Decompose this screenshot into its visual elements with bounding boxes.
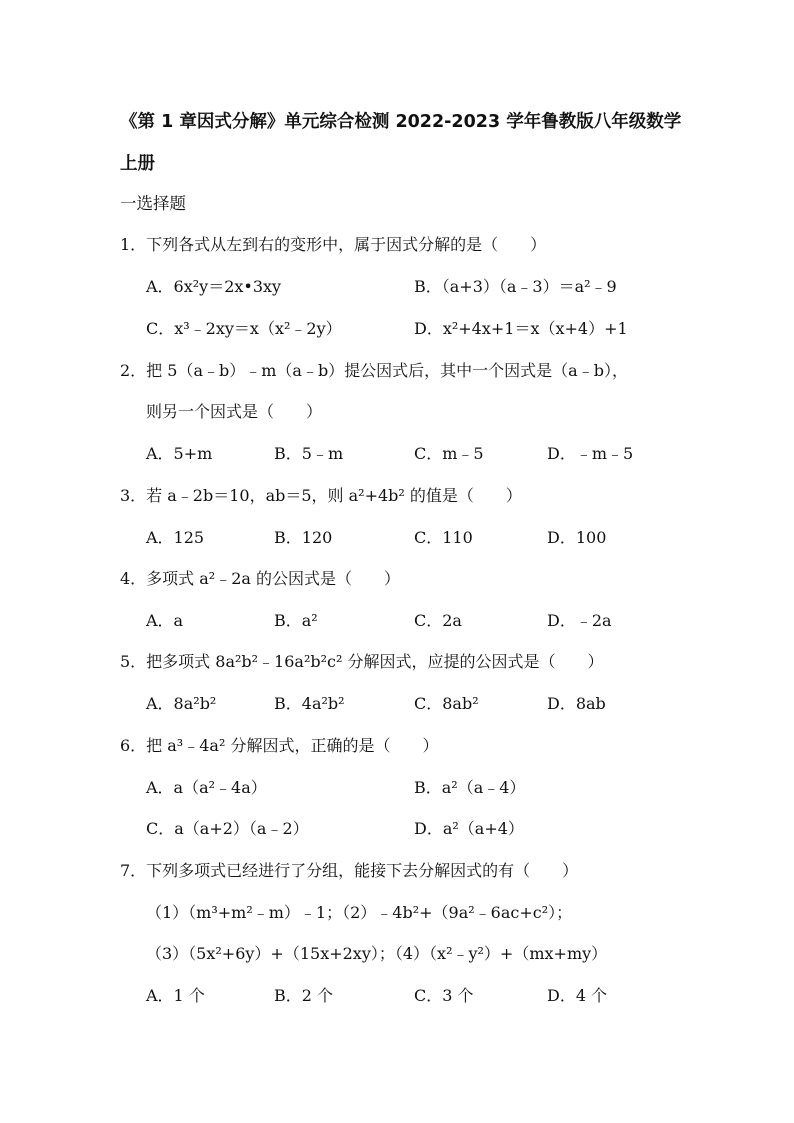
question-3-option-c: C．110: [414, 528, 473, 547]
question-2-option-d: D．﹣m﹣5: [547, 444, 634, 463]
question-3-option-a: A．125: [146, 528, 205, 547]
document-title-line-2: 上册: [120, 154, 155, 174]
question-6-option-b: B．a²（a﹣4）: [414, 778, 526, 797]
document-title-line-1: 《第 1 章因式分解》单元综合检测 2022-2023 学年鲁教版八年级数学: [120, 112, 682, 132]
question-1-stem: 1．下列各式从左到右的变形中，属于因式分解的是（ ）: [120, 235, 547, 254]
question-3-option-d: D．100: [547, 528, 607, 547]
question-2-stem: 2．把 5（a﹣b）﹣m（a﹣b）提公因式后，其中一个因式是（a﹣b），: [120, 361, 628, 380]
question-2-option-c: C．m﹣5: [414, 444, 484, 463]
question-1-option-a: A．6x²y＝2x•3xy: [146, 277, 282, 296]
question-1-option-c: C．x³﹣2xy＝x（x²﹣2y）: [146, 319, 342, 338]
question-4-stem: 4．多项式 a²﹣2a 的公因式是（ ）: [120, 569, 401, 588]
question-1-option-d: D．x²+4x+1＝x（x+4）+1: [414, 319, 628, 338]
question-5-option-b: B．4a²b²: [274, 694, 345, 713]
question-7-option-a: A．1 个: [146, 986, 205, 1005]
question-6-option-a: A．a（a²﹣4a）: [146, 778, 267, 797]
question-4-option-d: D．﹣2a: [547, 611, 612, 630]
question-5-stem: 5．把多项式 8a²b²﹣16a²b²c² 分解因式，应提的公因式是（ ）: [120, 652, 604, 671]
question-3-option-b: B．120: [274, 528, 333, 547]
question-5-option-c: C．8ab²: [414, 694, 479, 713]
question-2-stem-continued: 则另一个因式是（ ）: [146, 402, 323, 421]
question-6-option-d: D．a²（a+4）: [414, 819, 524, 838]
question-4-option-b: B．a²: [274, 611, 318, 630]
question-3-stem: 3．若 a﹣2b＝10，ab＝5，则 a²+4b² 的值是（ ）: [120, 486, 522, 505]
question-5-option-a: A．8a²b²: [146, 694, 217, 713]
question-6-option-c: C．a（a+2）（a﹣2）: [146, 819, 309, 838]
question-7-option-d: D．4 个: [547, 986, 608, 1005]
question-2-option-a: A．5+m: [146, 444, 213, 463]
question-7-line-1: （1）（m³+m²﹣m）﹣1；（2）﹣4b²+（9a²﹣6ac+c²）；: [146, 903, 573, 922]
question-1-option-b: B．（a+3）（a﹣3）＝a²﹣9: [414, 277, 617, 296]
question-7-stem: 7．下列多项式已经进行了分组，能接下去分解因式的有（ ）: [120, 861, 579, 880]
question-7-option-c: C．3 个: [414, 986, 474, 1005]
question-4-option-c: C．2a: [414, 611, 462, 630]
question-5-option-d: D．8ab: [547, 694, 606, 713]
question-2-option-b: B．5﹣m: [274, 444, 344, 463]
question-7-line-2: （3）（5x²+6y）+（15x+2xy）；（4）（x²﹣y²）+（mx+my）: [146, 944, 608, 963]
question-7-option-b: B．2 个: [274, 986, 334, 1005]
question-6-stem: 6．把 a³﹣4a² 分解因式，正确的是（ ）: [120, 736, 439, 755]
question-4-option-a: A．a: [146, 611, 184, 630]
section-heading: 一选择题: [120, 194, 186, 213]
